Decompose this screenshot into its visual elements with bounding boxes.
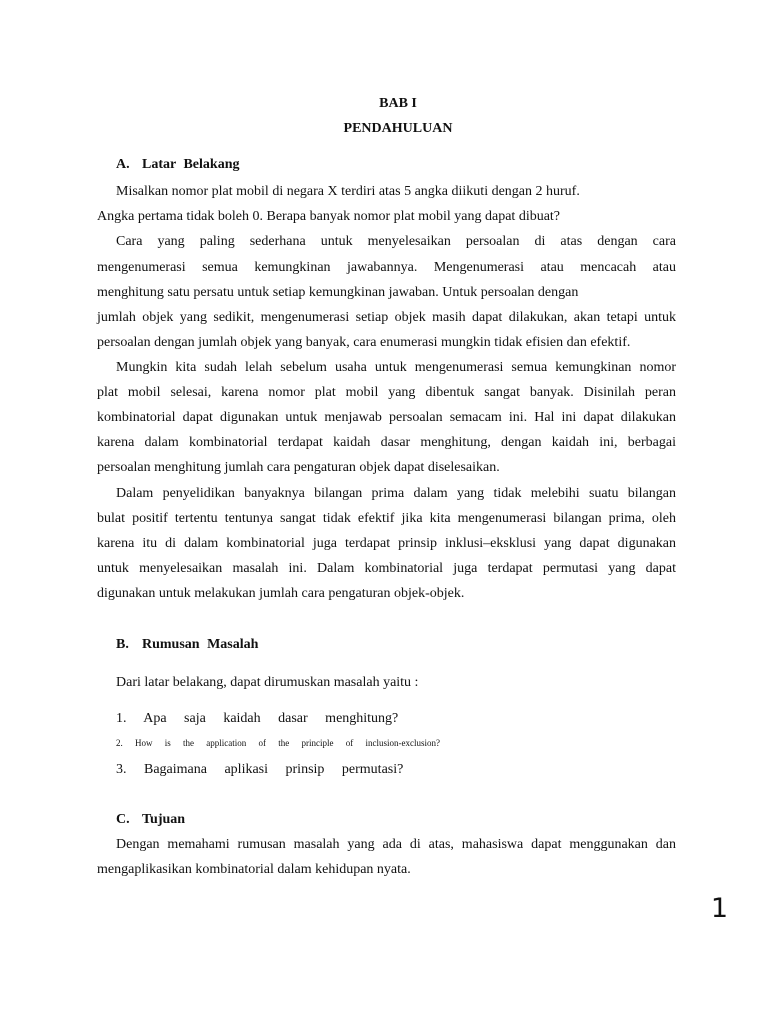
problem-item-3: 3. Bagaimana aplikasi prinsip permutasi? [116, 762, 404, 777]
chapter-title: PENDAHULUAN [343, 121, 453, 136]
paragraph-line: plat mobil selesai, karena nomor plat mobil yang dibentuk sangat banyak. Disinilah peran [97, 385, 676, 400]
problem-item-2: 2. How is the application of the principle of inclusion-exclusion? [116, 738, 440, 748]
section-b-intro: Dari latar belakang, dapat dirumuskan masalah yaitu : [116, 675, 419, 690]
section-c-letter: C. [116, 812, 130, 827]
section-c-title: Tujuan [142, 812, 186, 827]
section-b-letter: B. [116, 637, 129, 652]
section-a-title: Latar Belakang [142, 157, 240, 172]
section-a-heading [116, 157, 239, 173]
paragraph-line: kombinatorial dapat digunakan untuk menjawab persoalan semacam ini. Hal ini dapat dilakukan [97, 410, 676, 425]
paragraph-line: Angka pertama tidak boleh 0. Berapa banyak nomor plat mobil yang dapat dibuat? [97, 209, 561, 224]
paragraph-line: Mungkin kita sudah lelah sebelum usaha untuk mengenumerasi semua kemungkinan nomor [116, 360, 676, 375]
section-b-heading [116, 637, 258, 653]
paragraph-line: persoalan dengan jumlah objek yang banyak, cara enumerasi mungkin tidak efisien dan efektif. [97, 335, 631, 350]
page-number: 1 [710, 893, 728, 924]
paragraph-line: Cara yang paling sederhana untuk menyelesaikan persoalan di atas dengan cara [116, 234, 676, 249]
paragraph-line: karena itu di dalam kombinatorial juga terdapat prinsip inklusi–eksklusi yang dapat digunakan [97, 536, 676, 551]
problem-item-1: 1. Apa saja kaidah dasar menghitung? [116, 711, 399, 726]
paragraph-line: untuk menyelesaikan masalah ini. Dalam kombinatorial juga terdapat permutasi yang dapat [97, 561, 676, 576]
section-c-heading [116, 812, 185, 828]
paragraph-line: persoalan menghitung jumlah cara pengaturan objek dapat diselesaikan. [97, 460, 500, 475]
paragraph-line: mengaplikasikan kombinatorial dalam kehidupan nyata. [97, 862, 411, 877]
paragraph-line: bulat positif tertentu tentunya sangat tidak efektif jika kita mengenumerasi bilangan prima, oleh [97, 511, 676, 526]
paragraph-line: Dalam penyelidikan banyaknya bilangan prima dalam yang tidak melebihi suatu bilangan [116, 486, 676, 501]
paragraph-line: menghitung satu persatu untuk setiap kemungkinan jawaban. Untuk persoalan dengan [97, 285, 579, 300]
paragraph-line: karena dalam kombinatorial terdapat kaidah dasar menghitung, dengan kaidah ini, berbagai [97, 435, 676, 450]
paragraph-line: Dengan memahami rumusan masalah yang ada di atas, mahasiswa dapat menggunakan dan [116, 837, 676, 852]
section-a-letter: A. [116, 157, 130, 172]
paragraph-line: mengenumerasi semua kemungkinan jawabannya. Mengenumerasi atau mencacah atau [97, 260, 676, 275]
section-b-title: Rumusan Masalah [142, 637, 259, 652]
chapter-number: BAB I [379, 96, 417, 111]
paragraph-line: Misalkan nomor plat mobil di negara X terdiri atas 5 angka diikuti dengan 2 huruf. [116, 184, 580, 199]
paragraph-line: jumlah objek yang sedikit, mengenumerasi setiap objek masih dapat dilakukan, akan tetapi untuk [97, 310, 676, 325]
paragraph-line: digunakan untuk melakukan jumlah cara pengaturan objek-objek. [97, 586, 465, 601]
